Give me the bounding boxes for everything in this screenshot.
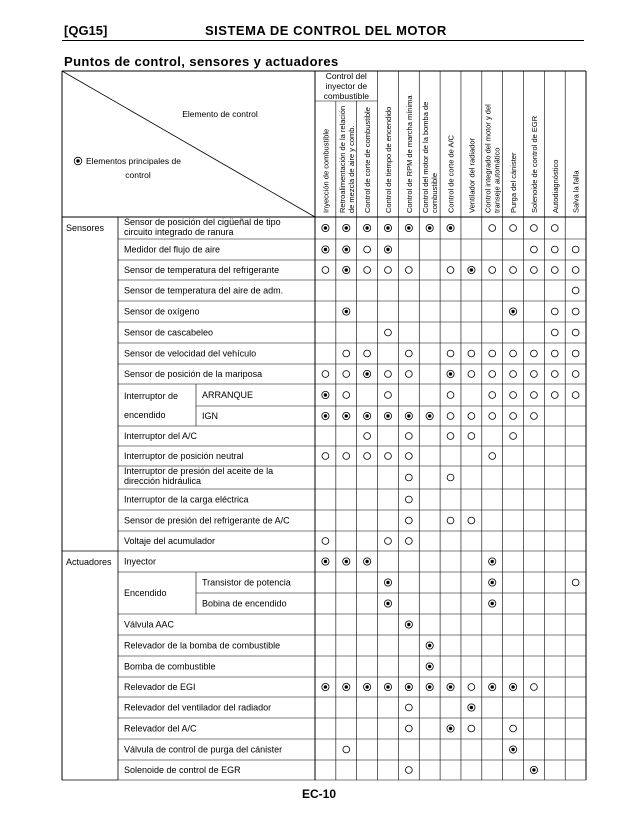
secondary-control-mark-icon <box>343 350 350 357</box>
main-control-mark-icon <box>322 224 329 231</box>
secondary-control-mark-icon <box>405 725 412 732</box>
main-control-mark-icon <box>530 766 537 773</box>
main-control-mark-icon <box>426 683 433 690</box>
secondary-control-mark-icon <box>364 433 371 440</box>
main-control-mark-icon <box>489 558 496 565</box>
row-label: Interruptor del A/C <box>124 431 198 441</box>
main-control-mark-icon <box>384 412 391 419</box>
row-label: ARRANQUE <box>202 390 254 400</box>
row-label: Sensor de posición del cigüeñal de tipo <box>124 217 281 227</box>
column-header: Inyección de combustible <box>321 128 331 213</box>
main-control-mark-icon <box>447 224 454 231</box>
row-label: Sensor de oxígeno <box>124 306 200 317</box>
row-label: Voltaje del acumulador <box>124 536 216 546</box>
legend-filled-circle-icon <box>74 157 82 165</box>
secondary-control-mark-icon <box>468 371 475 378</box>
main-control-mark-icon <box>405 224 412 231</box>
main-control-mark-icon <box>405 412 412 419</box>
secondary-control-mark-icon <box>468 433 475 440</box>
secondary-control-mark-icon <box>572 350 579 357</box>
secondary-control-mark-icon <box>405 496 412 503</box>
group-header-label: Control del <box>325 71 367 81</box>
model-code: [QG15] <box>64 23 108 38</box>
row-label: Válvula de control de purga del cánister <box>124 744 283 755</box>
secondary-control-mark-icon <box>489 392 496 399</box>
main-control-mark-icon <box>468 704 475 711</box>
secondary-control-mark-icon <box>405 767 412 774</box>
secondary-control-mark-icon <box>447 392 454 399</box>
main-control-mark-icon <box>343 683 350 690</box>
main-control-mark-icon <box>384 683 391 690</box>
secondary-control-mark-icon <box>531 267 538 274</box>
secondary-control-mark-icon <box>468 725 475 732</box>
row-label: Transistor de potencia <box>202 577 291 588</box>
secondary-control-mark-icon <box>343 453 350 460</box>
secondary-control-mark-icon <box>468 684 475 691</box>
secondary-control-mark-icon <box>405 704 412 711</box>
main-control-mark-icon <box>447 683 454 690</box>
secondary-control-mark-icon <box>447 433 454 440</box>
secondary-control-mark-icon <box>405 350 412 357</box>
section-title: Puntos de control, sensores y actuadores <box>64 54 339 69</box>
secondary-control-mark-icon <box>405 267 412 274</box>
main-control-mark-icon <box>322 391 329 398</box>
secondary-control-mark-icon <box>385 329 392 336</box>
page-number: EC-10 <box>301 787 336 801</box>
secondary-control-mark-icon <box>551 225 558 232</box>
secondary-control-mark-icon <box>489 371 496 378</box>
secondary-control-mark-icon <box>489 350 496 357</box>
secondary-control-mark-icon <box>405 453 412 460</box>
secondary-control-mark-icon <box>572 329 579 336</box>
secondary-control-mark-icon <box>572 392 579 399</box>
main-control-mark-icon <box>364 683 371 690</box>
secondary-control-mark-icon <box>510 433 517 440</box>
column-header: Control integrado del motor y del <box>483 104 493 213</box>
corner-diagonal <box>62 71 315 217</box>
secondary-control-mark-icon <box>489 267 496 274</box>
secondary-control-mark-icon <box>447 350 454 357</box>
main-control-mark-icon <box>447 725 454 732</box>
main-control-mark-icon <box>489 683 496 690</box>
main-control-mark-icon <box>426 663 433 670</box>
main-control-mark-icon <box>343 266 350 273</box>
main-control-mark-icon <box>343 412 350 419</box>
main-control-mark-icon <box>384 600 391 607</box>
secondary-control-mark-icon <box>489 453 496 460</box>
main-control-mark-icon <box>509 308 516 315</box>
main-control-mark-icon <box>405 683 412 690</box>
secondary-control-mark-icon <box>531 350 538 357</box>
column-header: Control del motor de la bomba de <box>421 101 431 213</box>
column-header: Purga del cánister <box>509 152 519 213</box>
row-label: Bomba de combustible <box>124 661 216 672</box>
secondary-control-mark-icon <box>405 517 412 524</box>
row-label: circuito integrado de ranura <box>124 227 234 237</box>
row-label: Bobina de encendido <box>202 598 287 609</box>
secondary-control-mark-icon <box>405 433 412 440</box>
secondary-control-mark-icon <box>531 225 538 232</box>
column-header: de mezcla de aire y comb. <box>346 125 356 213</box>
column-header: Retroalimentación de la relación <box>337 105 347 213</box>
main-control-mark-icon <box>322 558 329 565</box>
main-control-mark-icon <box>364 558 371 565</box>
main-control-mark-icon <box>364 370 371 377</box>
secondary-control-mark-icon <box>322 538 329 545</box>
row-label: Sensor de velocidad del vehículo <box>124 348 257 359</box>
secondary-control-mark-icon <box>531 371 538 378</box>
secondary-control-mark-icon <box>447 474 454 481</box>
main-control-mark-icon <box>509 746 516 753</box>
secondary-control-mark-icon <box>572 246 579 253</box>
group-header-label: inyector de <box>325 81 368 91</box>
row-label: Sensor de cascabeleo <box>124 327 214 338</box>
row-label: Sensor de posición de la mariposa <box>124 369 263 379</box>
column-header: Control de tiempo de encendido <box>383 106 393 213</box>
secondary-control-mark-icon <box>385 371 392 378</box>
secondary-control-mark-icon <box>510 413 517 420</box>
main-control-mark-icon <box>322 246 329 253</box>
row-label: Sensor de presión del refrigerante de A/C <box>124 515 290 526</box>
secondary-control-mark-icon <box>531 413 538 420</box>
secondary-control-mark-icon <box>468 517 475 524</box>
column-header: transeje automático <box>492 147 502 213</box>
secondary-control-mark-icon <box>510 392 517 399</box>
secondary-control-mark-icon <box>447 267 454 274</box>
secondary-control-mark-icon <box>510 267 517 274</box>
secondary-control-mark-icon <box>364 267 371 274</box>
page-title: SISTEMA DE CONTROL DEL MOTOR <box>205 23 447 38</box>
row-label: Relevador de EGI <box>124 682 196 692</box>
secondary-control-mark-icon <box>385 267 392 274</box>
row-label: Sensor de temperatura del aire de adm. <box>124 285 284 296</box>
column-header: Autodiagnóstico <box>550 159 560 213</box>
column-header: Control de corte de A/C <box>446 135 456 213</box>
subgroup-label: encendido <box>124 410 166 420</box>
column-header: Salva la falla <box>571 170 581 213</box>
main-control-mark-icon <box>364 224 371 231</box>
secondary-control-mark-icon <box>510 225 517 232</box>
row-label: Relevador del ventilador del radiador <box>124 702 272 713</box>
main-control-mark-icon <box>343 246 350 253</box>
main-control-mark-icon <box>364 412 371 419</box>
secondary-control-mark-icon <box>385 538 392 545</box>
control-element-heading: Elemento de control <box>182 109 258 119</box>
main-control-mark-icon <box>426 224 433 231</box>
group-label: Sensores <box>66 223 105 233</box>
main-control-mark-icon <box>489 600 496 607</box>
secondary-control-mark-icon <box>343 392 350 399</box>
main-control-mark-icon <box>426 412 433 419</box>
secondary-control-mark-icon <box>405 474 412 481</box>
main-control-mark-icon <box>405 621 412 628</box>
main-control-mark-icon <box>343 224 350 231</box>
secondary-control-mark-icon <box>551 371 558 378</box>
secondary-control-mark-icon <box>551 392 558 399</box>
secondary-control-mark-icon <box>489 413 496 420</box>
secondary-control-mark-icon <box>510 350 517 357</box>
legend-label: Elementos principales de <box>86 156 181 166</box>
secondary-control-mark-icon <box>447 517 454 524</box>
secondary-control-mark-icon <box>364 453 371 460</box>
secondary-control-mark-icon <box>510 725 517 732</box>
row-label: IGN <box>202 411 219 421</box>
row-label: Interruptor de posición neutral <box>124 451 244 461</box>
secondary-control-mark-icon <box>572 579 579 586</box>
main-control-mark-icon <box>343 308 350 315</box>
secondary-control-mark-icon <box>572 267 579 274</box>
group-header-label: combustible <box>323 91 369 101</box>
secondary-control-mark-icon <box>468 413 475 420</box>
row-label: Solenoide de control de EGR <box>124 765 241 775</box>
column-header: combustible <box>430 172 440 213</box>
group-label: Actuadores <box>66 557 112 567</box>
row-label: Sensor de temperatura del refrigerante <box>124 265 280 275</box>
row-label: Interruptor de la carga eléctrica <box>124 494 249 505</box>
secondary-control-mark-icon <box>385 453 392 460</box>
row-label: Relevador del A/C <box>124 723 197 734</box>
main-control-mark-icon <box>343 558 350 565</box>
main-control-mark-icon <box>384 579 391 586</box>
secondary-control-mark-icon <box>447 413 454 420</box>
secondary-control-mark-icon <box>405 538 412 545</box>
secondary-control-mark-icon <box>572 308 579 315</box>
secondary-control-mark-icon <box>551 246 558 253</box>
secondary-control-mark-icon <box>343 371 350 378</box>
row-label: Medidor del flujo de aire <box>124 244 221 255</box>
secondary-control-mark-icon <box>322 267 329 274</box>
column-header: Ventilador del radiador <box>467 137 477 213</box>
secondary-control-mark-icon <box>364 246 371 253</box>
main-control-mark-icon <box>426 642 433 649</box>
secondary-control-mark-icon <box>489 225 496 232</box>
secondary-control-mark-icon <box>551 308 558 315</box>
secondary-control-mark-icon <box>551 329 558 336</box>
secondary-control-mark-icon <box>531 392 538 399</box>
secondary-control-mark-icon <box>572 371 579 378</box>
row-label: Relevador de la bomba de combustible <box>124 640 281 651</box>
row-label: Interruptor de presión del aceite de la <box>124 466 274 476</box>
secondary-control-mark-icon <box>322 371 329 378</box>
secondary-control-mark-icon <box>405 371 412 378</box>
secondary-control-mark-icon <box>343 746 350 753</box>
main-control-mark-icon <box>322 683 329 690</box>
main-control-mark-icon <box>447 370 454 377</box>
subgroup-label: Encendido <box>124 588 167 598</box>
main-control-mark-icon <box>384 246 391 253</box>
secondary-control-mark-icon <box>531 246 538 253</box>
secondary-control-mark-icon <box>551 267 558 274</box>
column-header: Control de corte de combustible <box>363 107 373 213</box>
secondary-control-mark-icon <box>322 453 329 460</box>
legend-label: control <box>125 170 151 180</box>
column-header: Control de RPM de marcha mínima <box>404 95 414 213</box>
secondary-control-mark-icon <box>385 392 392 399</box>
main-control-mark-icon <box>468 266 475 273</box>
main-control-mark-icon <box>509 683 516 690</box>
subgroup-label: Interruptor de <box>124 391 179 401</box>
row-label: Inyector <box>124 556 157 567</box>
column-header: Solenoide de control de EGR <box>529 115 539 213</box>
main-control-mark-icon <box>384 224 391 231</box>
row-label: dirección hidráulica <box>124 476 202 486</box>
secondary-control-mark-icon <box>551 350 558 357</box>
main-control-mark-icon <box>322 412 329 419</box>
secondary-control-mark-icon <box>572 287 579 294</box>
main-control-mark-icon <box>489 579 496 586</box>
secondary-control-mark-icon <box>468 350 475 357</box>
secondary-control-mark-icon <box>510 371 517 378</box>
secondary-control-mark-icon <box>364 350 371 357</box>
row-label: Válvula AAC <box>124 619 175 630</box>
secondary-control-mark-icon <box>531 684 538 691</box>
